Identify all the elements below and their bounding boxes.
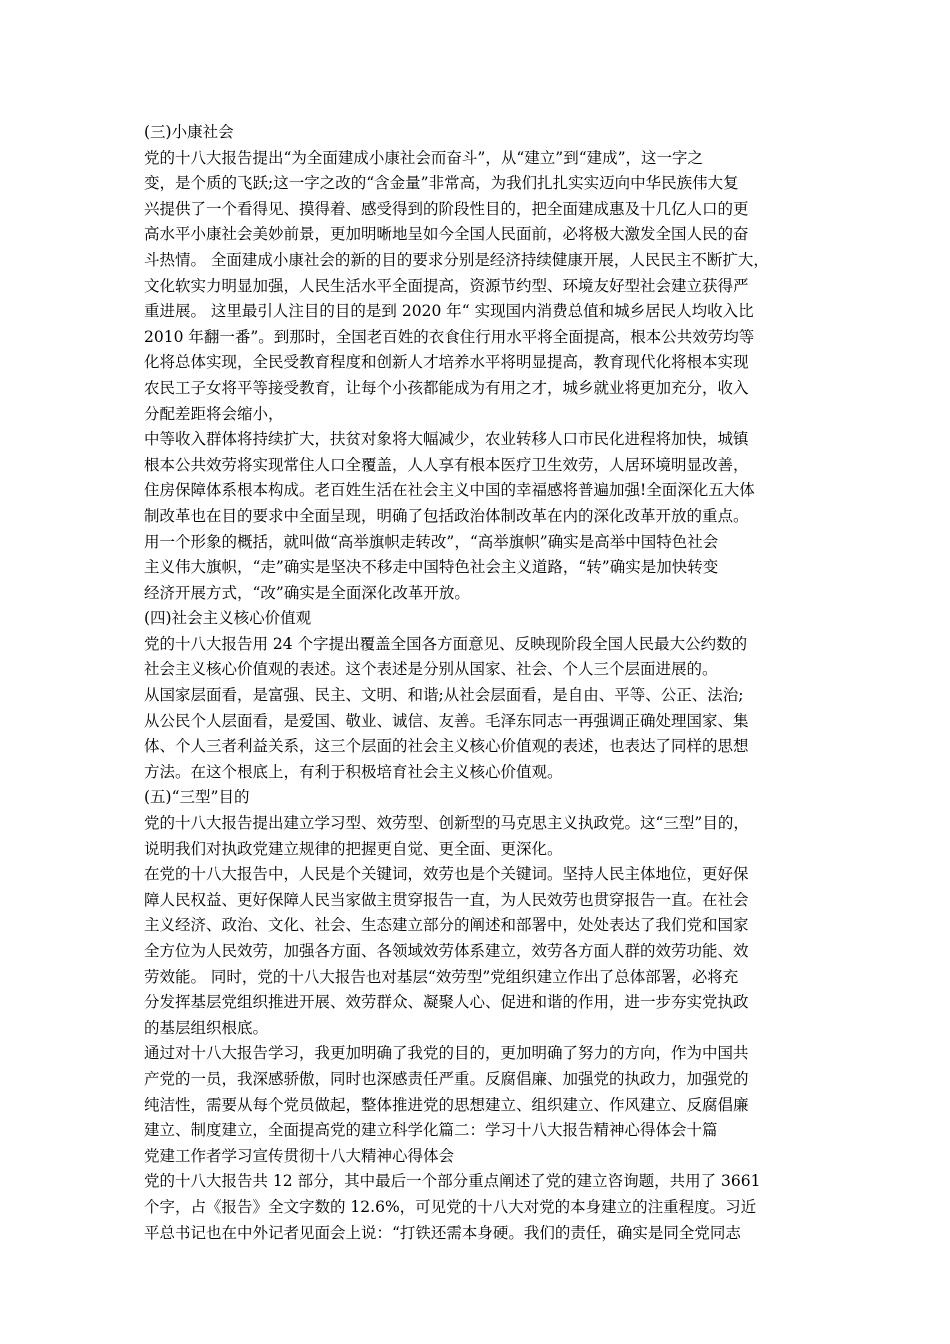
text-line: 高水平小康社会美妙前景，更加明晰地呈如今全国人民面前，必将极大激发全国人民的奋 — [144, 225, 749, 244]
document-body — [144, 120, 824, 1246]
text-line: 全方位为人民效劳，加强各方面、各领域效劳体系建立，效劳各方面人群的效劳功能、效 — [144, 942, 749, 960]
text-line: 社会主义核心价值观的表述。这个表述是分别从国家、社会、个人三个层面进展的。 — [144, 660, 718, 679]
text-line: 在党的十八大报告中，人民是个关键词，效劳也是个关键词。坚持人民主体地位，更好保 — [144, 865, 749, 884]
text-line: 党建工作者学习宣传贯彻十八大精神心得体会 — [144, 1146, 455, 1165]
text-line: 文化软实力明显加强，人民生活水平全面提高，资源节约型、环境友好型社会建立获得严 — [144, 276, 749, 295]
text-line: 从国家层面看，是富强、民主、文明、和谐;从社会层面看，是自由、平等、公正、法治; — [144, 686, 744, 705]
text-line: 住房保障体系根本构成。老百姓生活在社会主义中国的幸福感将普遍加强!全面深化五大体 — [144, 481, 755, 500]
text-line: 经济开展方式，“改”确实是全面深化改革开放。 — [144, 583, 470, 602]
text-line: 体、个人三者利益关系，这三个层面的社会主义核心价值观的表述，也表达了同样的思想 — [144, 737, 749, 756]
text-line: 个字，占《报告》全文字数的 12.6%，可见党的十八大对党的本身建立的注重程度。习近 — [144, 1197, 757, 1216]
text-line: 根本公共效劳将实现常住人口全覆盖，人人享有根本医疗卫生效劳，人居环境明显改善， — [144, 455, 749, 474]
text-line: 用一个形象的概括，就叫做“高举旗帜走转改”，“高举旗帜”确实是高举中国特色社会 — [144, 532, 719, 551]
text-line: 2010 年翻一番”。到那时，全国老百姓的衣食住行用水平将全面提高，根本公共效劳均等 — [144, 327, 755, 346]
text-line: 斗热情。 全面建成小康社会的新的目的要求分别是经济持续健康开展，人民民主不断扩大， — [144, 250, 769, 269]
text-line: 产党的一员，我深感骄傲，同时也深感责任严重。反腐倡廉、加强党的执政力，加强党的 — [144, 1069, 749, 1088]
text-line: 从公民个人层面看，是爱国、敬业、诚信、友善。毛泽东同志一再强调正确处理国家、集 — [144, 711, 749, 730]
text-line: 制改革也在目的要求中全面呈现，明确了包括政治体制改革在内的深化改革开放的重点。 — [144, 506, 749, 525]
text-line: (四)社会主义核心价值观 — [144, 609, 312, 628]
text-line: 说明我们对执政党建立规律的把握更自觉、更全面、更深化。 — [144, 839, 563, 858]
text-line: 分发挥基层党组织推进开展、效劳群众、凝聚人心、促进和谐的作用，进一步夯实党执政 — [144, 993, 749, 1012]
text-line: 党的十八大报告提出“为全面建成小康社会而奋斗”，从“建立”到“建成”，这一字之 — [144, 148, 704, 167]
text-line: 主义经济、政治、文化、社会、生态建立部分的阐述和部署中，处处表达了我们党和国家 — [144, 916, 749, 935]
text-line: 变，是个质的飞跃;这一字之改的“含金量”非常高，为我们扎扎实实迈向中华民族伟大复 — [144, 174, 739, 193]
text-line: 劳效能。 同时，党的十八大报告也对基层“效劳型”党组织建立作出了总体部署，必将充 — [144, 967, 739, 986]
text-line: 通过对十八大报告学习，我更加明确了我党的目的，更加明确了努力的方向，作为中国共 — [144, 1044, 749, 1063]
text-line: 障人民权益、更好保障人民当家做主贯穿报告一直，为人民效劳也贯穿报告一直。在社会 — [144, 890, 749, 909]
text-line: 分配差距将会缩小， — [144, 404, 284, 423]
text-line: (三)小康社会 — [144, 123, 234, 141]
text-line: 建立、制度建立，全面提高党的建立科学化篇二：学习十八大报告精神心得体会十篇 — [144, 1121, 718, 1140]
text-line: 方法。在这个根底上，有利于积极培育社会主义核心价值观。 — [144, 762, 563, 781]
text-line: 平总书记也在中外记者见面会上说：“打铁还需本身硬。我们的责任，确实是同全党同志 — [144, 1223, 741, 1242]
text-line: 农民工子女将平等接受教育，让每个小孩都能成为有用之才，城乡就业将更加充分，收入 — [144, 378, 749, 397]
text-line: 纯洁性，需要从每个党员做起，整体推进党的思想建立、组织建立、作风建立、反腐倡廉 — [144, 1095, 749, 1114]
text-line: 党的十八大报告提出建立学习型、效劳型、创新型的马克思主义执政党。这“三型”目的， — [144, 814, 749, 833]
text-line: 中等收入群体将持续扩大，扶贫对象将大幅减少，农业转移人口市民化进程将加快，城镇 — [144, 430, 749, 449]
text-line: 主义伟大旗帜，“走”确实是坚决不移走中国特色社会主义道路，“转”确实是加快转变 — [144, 558, 719, 577]
text-line: 党的十八大报告共 12 部分，其中最后一个部分重点阐述了党的建立咨询题，共用了 3661 — [144, 1172, 761, 1191]
text-line: 的基层组织根底。 — [144, 1018, 269, 1037]
text-line: (五)“三型”目的 — [144, 788, 250, 807]
text-line: 化将总体实现，全民受教育程度和创新人才培养水平将明显提高，教育现代化将根本实现 — [144, 353, 749, 372]
text-line: 重进展。 这里最引人注目的目的是到 2020 年“ 实现国内消费总值和城乡居民人均收入比 — [144, 302, 754, 321]
text-line: 党的十八大报告用 24 个字提出覆盖全国各方面意见、反映现阶段全国人民最大公约数的 — [144, 634, 748, 653]
text-line: 兴提供了一个看得见、摸得着、感受得到的阶段性目的，把全面建成惠及十几亿人口的更 — [144, 199, 749, 218]
